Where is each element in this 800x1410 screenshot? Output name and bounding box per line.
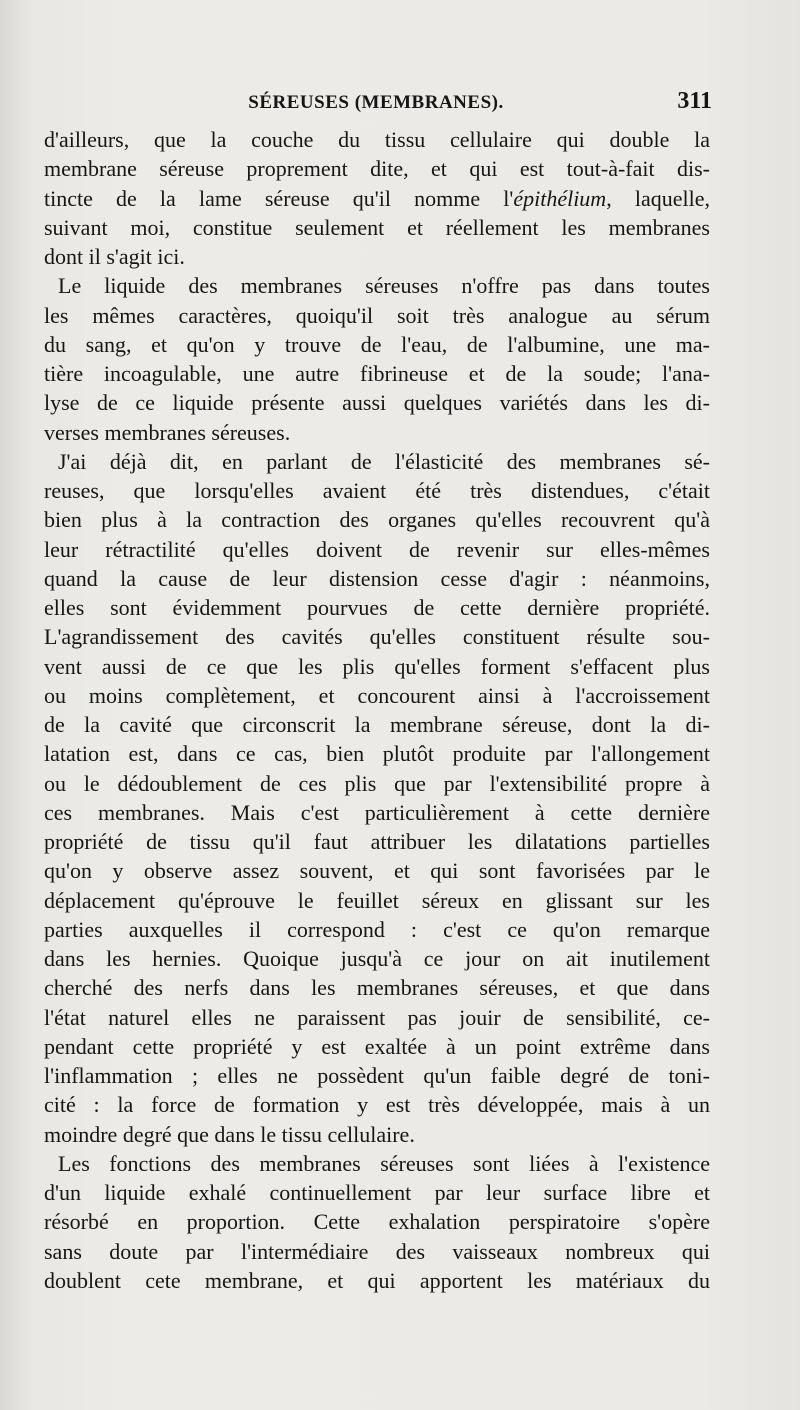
text-line: pendant cette propriété y est exaltée à un point extrême dans <box>44 1033 710 1059</box>
text-line: bien plus à la contraction des organes qu'elles recouvrent qu'à <box>44 507 710 533</box>
text-line: résorbé en proportion. Cette exhalation perspiratoire s'opère <box>44 1209 710 1235</box>
text-line: Les fonctions des membranes séreuses sont liées à l'existence <box>58 1150 710 1176</box>
text-line: ou moins complètement, et concourent ainsi à l'accroissement <box>44 682 710 708</box>
text-line: reuses, que lorsqu'elles avaient été très distendues, c'était <box>44 478 710 503</box>
body-text <box>44 125 710 1295</box>
text-line: Le liquide des membranes séreuses n'offre pas dans toutes <box>58 273 710 299</box>
text-line: membrane séreuse proprement dite, et qui est tout-à-fait dis- <box>44 156 710 182</box>
text-line: ou le dédoublement de ces plis que par l'extensibilité propre à <box>44 770 710 796</box>
text-run: tincte de la lame séreuse qu'il nomme l' <box>44 185 514 211</box>
text-line: du sang, et qu'on y trouve de l'eau, de l'albumine, une ma- <box>44 331 710 357</box>
text-line: d'ailleurs, que la couche du tissu cellulaire qui double la <box>44 127 710 152</box>
text-line: dans les hernies. Quoique jusqu'à ce jour on ait inutilement <box>44 946 710 971</box>
page-header <box>40 88 712 120</box>
text-line: J'ai déjà dit, en parlant de l'élasticité des membranes sé- <box>58 448 710 474</box>
text-line: lyse de ce liquide présente aussi quelques variétés dans les di- <box>44 390 710 416</box>
text-line: suivant moi, constitue seulement et réellement les membranes <box>44 214 710 240</box>
text-line: verses membranes séreuses. <box>44 419 291 445</box>
page-number: 311 <box>677 88 712 114</box>
text-line: propriété de tissu qu'il faut attribuer les dilatations partielles <box>44 829 710 854</box>
text-line: leur rétractilité qu'elles doivent de revenir sur elles-mêmes <box>44 536 710 562</box>
text-line: doublent cete membrane, et qui apportent les matériaux du <box>44 1267 710 1293</box>
text-line: qu'on y observe assez souvent, et qui sont favorisées par le <box>44 858 710 884</box>
text-line: sans doute par l'intermédiaire des vaisseaux nombreux qui <box>44 1238 710 1264</box>
text-line: l'inflammation ; elles ne possèdent qu'un faible degré de toni- <box>44 1063 710 1088</box>
text-line: de la cavité que circonscrit la membrane séreuse, dont la di- <box>44 712 710 737</box>
text-line: d'un liquide exhalé continuellement par leur surface libre et <box>44 1180 710 1205</box>
text-line: quand la cause de leur distension cesse d'agir : néanmoins, <box>44 565 710 591</box>
text-line: cité : la force de formation y est très développée, mais à un <box>44 1092 710 1118</box>
emphasized-term: épithélium <box>513 185 607 211</box>
text-line <box>44 184 710 213</box>
text-line: elles sont évidemment pourvues de cette dernière propriété. <box>44 595 710 620</box>
text-line: parties auxquelles il correspond : c'est ce qu'on remarque <box>44 916 710 942</box>
text-line: ces membranes. Mais c'est particulièrement à cette dernière <box>44 799 710 825</box>
text-line: tière incoagulable, une autre fibrineuse et de la soude; l'ana- <box>44 361 710 386</box>
text-line: moindre degré que dans le tissu cellulaire. <box>44 1121 415 1147</box>
text-line: latation est, dans ce cas, bien plutôt produite par l'allongement <box>44 741 710 767</box>
text-line: cherché des nerfs dans les membranes séreuses, et que dans <box>44 975 710 1001</box>
text-line: dont il s'agit ici. <box>44 244 185 269</box>
text-line: les mêmes caractères, quoiqu'il soit très analogue au sérum <box>44 302 710 328</box>
text-line: l'état naturel elles ne paraissent pas jouir de sensibilité, ce- <box>44 1004 710 1030</box>
text-line: L'agrandissement des cavités qu'elles constituent résulte sou- <box>44 624 710 650</box>
text-line: vent aussi de ce que les plis qu'elles forment s'effacent plus <box>44 653 710 679</box>
text-line: déplacement qu'éprouve le feuillet séreux en glissant sur les <box>44 887 710 913</box>
text-run: , laquelle, <box>606 185 710 211</box>
running-title: SÉREUSES (MEMBRANES). <box>248 92 504 113</box>
